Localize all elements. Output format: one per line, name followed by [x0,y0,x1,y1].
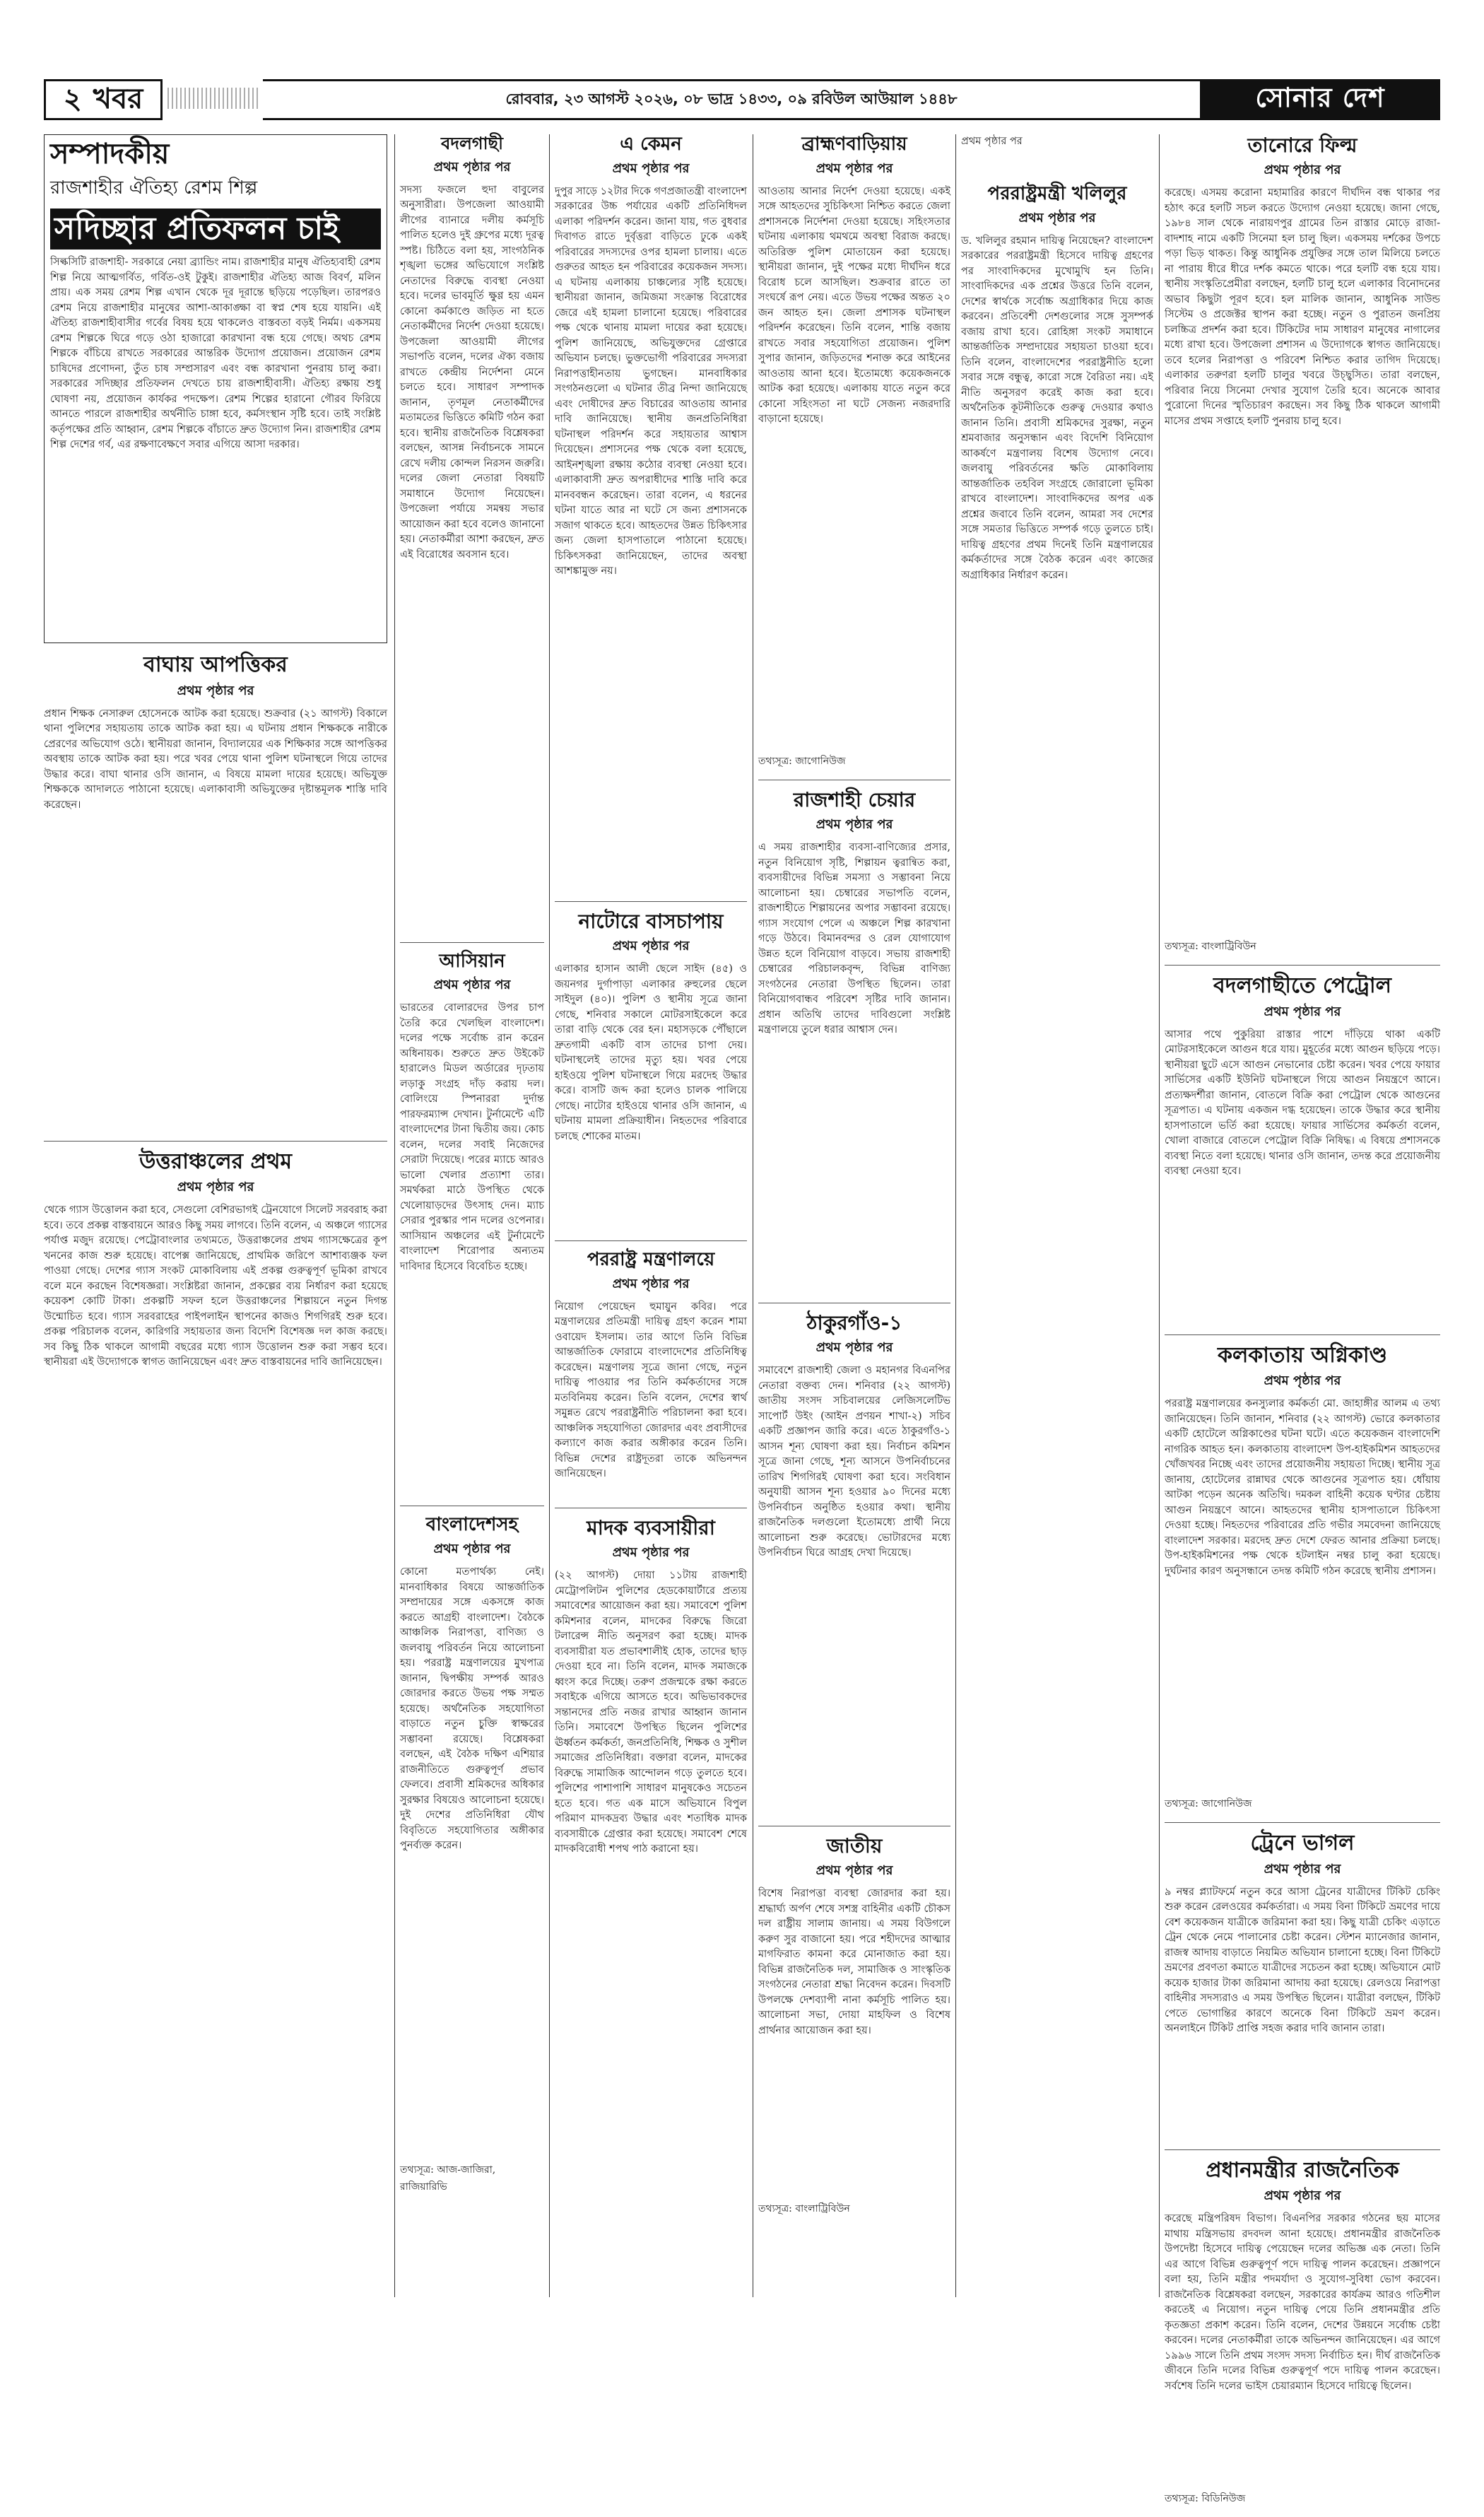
article-brahmanbaria [758,134,950,770]
headline: ঠাকুরগাঁও-১ [806,1311,902,1335]
article-drug [555,1517,747,2275]
continued-label: প্রথম পৃষ্ঠার পর [433,159,511,175]
article-body: (২২ আগস্ট) দোয়া ১১টায় রাজশাহী মেট্রোপলিটন পুলিশের হেডকোয়ার্টারে প্রত্যয় সমাবেশের আয়োজন করা হয়। সমাবেশে পুলিশ কমিশনার বলেন, মাদকের বিরুদ্ধে জিরো টলারেন্স নীতি অনুসরণ করা হচ্ছে। মাদক ব্যবসায়ীরা যত প্রভাবশালীই হোক, তাদের ছাড় দেওয়া হবে না। তিনি বলেন, মাদক সমাজকে ধ্বংস করে দিচ্ছে। তরুণ প্রজন্মকে রক্ষা করতে সবাইকে এগিয়ে আসতে হবে। অভিভাবকদের সন্তানদের প্রতি নজর রাখার আহ্বান জানান তিনি। সমাবেশে উপস্থিত ছিলেন পুলিশের ঊর্ধ্বতন কর্মকর্তা, জনপ্রতিনিধি, শিক্ষক ও সুশীল সমাজের প্রতিনিধিরা। বক্তারা বলেন, মাদকের বিরুদ্ধে সামাজিক আন্দোলন গড়ে তুলতে হবে। পুলিশের পাশাপাশি সাধারণ মানুষকেও সচেতন হতে হবে। গত এক মাসে অভিযানে বিপুল পরিমাণ মাদকদ্রব্য উদ্ধার এবং শতাধিক মাদক ব্যবসায়ীকে গ্রেপ্তার করা হয়েছে। সমাবেশ শেষে মাদকবিরোধী শপথ পাঠ করানো হয়। [555,1570,747,1855]
headline: এ কেমন [620,134,682,155]
article-khalilur-block [961,184,1153,2284]
continued-label: প্রথম পৃষ্ঠার পর [433,978,511,993]
article-body: সমাবেশে রাজশাহী জেলা ও মহানগর বিএনপির নেতারা বক্তব্য দেন। শনিবার (২২ আগস্ট) জাতীয় সংসদ সচিবালয়ের লেজিসলেটিভ সাপোর্ট উইং (আইন প্রণয়ন শাখা-২) সচিব একটি প্রজ্ঞাপন জারি করে। এতে ঠাকুরগাঁও-১ আসন শূন্য ঘোষণা করা হয়। নির্বাচন কমিশন সূত্রে জানা গেছে, শূন্য আসনে উপনির্বাচনের তারিখ শিগগিরই ঘোষণা করা হবে। সংবিধান অনুযায়ী আসন শূন্য হওয়ার ৯০ দিনের মধ্যে উপনির্বাচন অনুষ্ঠিত হওয়ার কথা। স্থানীয় রাজনৈতিক দলগুলো ইতোমধ্যে প্রার্থী নিয়ে আলোচনা শুরু করেছে। ভোটারদের মধ্যে উপনির্বাচন ঘিরে আগ্রহ দেখা দিয়েছে। [758,1365,950,1559]
article-body: এ সময় রাজশাহীর ব্যবসা-বাণিজ্যের প্রসার, নতুন বিনিয়োগ সৃষ্টি, শিল্পায়ন ত্বরান্বিত করা, ব্যবসায়ীদের বিভিন্ন সমস্যা ও সম্ভাবনা নিয়ে আলোচনা হয়। চেম্বারের সভাপতি বলেন, রাজশাহীতে শিল্পায়নের অপার সম্ভাবনা রয়েছে। গ্যাস সংযোগ পেলে এ অঞ্চলে শিল্প কারখানা গড়ে উঠবে। বিমানবন্দর ও রেল যোগাযোগ উন্নত হলে বিনিয়োগ বাড়বে। সভায় রাজশাহী চেম্বারের পরিচালকবৃন্দ, বিভিন্ন বাণিজ্য সংগঠনের নেতারা উপস্থিত ছিলেন। তারা বিনিয়োগবান্ধব পরিবেশ সৃষ্টির দাবি জানান। প্রধান অতিথি তাদের দাবিগুলো সংশ্লিষ্ট মন্ত্রণালয়ে তুলে ধরার আশ্বাস দেন। [758,842,950,1036]
column-5 [961,134,1153,187]
article-train [1165,1831,1440,2140]
article-bangladesh-sah [400,1515,544,2195]
source-credit: তথ্যসূত্র: জাগোনিউজ [1165,1798,1252,1810]
article-rajshahi-chair [758,789,950,1293]
editorial [44,134,387,643]
article-kolkata [1165,1344,1440,1813]
divider [1165,965,1440,966]
continued-label: প্রথম পৃষ্ঠার পর [1018,210,1096,225]
article-body: কোনো মতপার্থক্য নেই। মানবাধিকার বিষয়ে আন্তর্জাতিক সম্প্রদায়ের সঙ্গে একসঙ্গে কাজ করতে আগ্রহী বাংলাদেশ। বৈঠকে আঞ্চলিক নিরাপত্তা, বাণিজ্য ও জলবায়ু পরিবর্তন নিয়ে আলোচনা হয়। পররাষ্ট্র মন্ত্রণালয়ের মুখপাত্র জানান, দ্বিপক্ষীয় সম্পর্ক আরও জোরদার করতে উভয় পক্ষ সম্মত হয়েছে। অর্থনৈতিক সহযোগিতা বাড়াতে নতুন চুক্তি স্বাক্ষরের সম্ভাবনা রয়েছে। বিশ্লেষকরা বলছেন, এই বৈঠক দক্ষিণ এশিয়ার রাজনীতিতে গুরুত্বপূর্ণ প্রভাব ফেলবে। প্রবাসী শ্রমিকদের অধিকার সুরক্ষার বিষয়েও আলোচনা হয়েছে। দুই দেশের প্রতিনিধিরা যৌথ বিবৃতিতে সহযোগিতার অঙ্গীকার পুনর্ব্যক্ত করেন। [400,1566,544,1852]
continued-label: প্রথম পৃষ্ঠার পর [177,683,254,698]
section-name: খবর [93,82,143,115]
divider [400,942,544,943]
headline: রাজশাহী চেয়ার [793,787,916,811]
source-credit: তথ্যসূত্র: বিডিনিউজ [1165,2493,1246,2505]
headline: জাতীয় [826,1834,883,1858]
continued-label: প্রথম পৃষ্ঠার পর [612,939,690,954]
editorial-body: সিল্কসিটি রাজশাহী- সরকারে নেয়া ব্র্যান্ডিং নাম। রাজশাহীর মানুষ ঐতিহ্যবাহী রেশম শিল্প নিয়ে আত্মগর্বিত, গর্বিত-ওই টুকুই। রাজশাহীর ঐতিহ্য আজ বিবর্ণ, মলিন প্রায়। এক সময় রেশম শিল্প এখান থেকে দূর দূরান্তে ছড়িয়ে পড়েছিল। তারপরও রেশম নিয়ে রাজশাহীর মানুষের আশা-আকাঙ্ক্ষা বা স্বপ্ন শেষ হয়ে যায়নি। এই ঐতিহ্য রাজশাহীবাসীর গর্বের বিষয় হয়ে থাকলেও বাস্তবতা বড়ই নির্মম। একসময় রেশম শিল্পকে ঘিরে গড়ে ওঠা হাজারো কারখানা বন্ধ হয়ে গেছে। অথচ রেশম শিল্পকে বাঁচিয়ে রাখতে সরকারের আন্তরিক উদ্যোগ প্রয়োজন। প্রয়োজন রেশম চাষিদের প্রণোদনা, তুঁত চাষ সম্প্রসারণ এবং বন্ধ কারখানা পুনরায় চালু করা। সরকারের সদিচ্ছার প্রতিফলন দেখতে চায় রাজশাহীবাসী। ঐতিহ্য রক্ষায় শুধু ঘোষণা নয়, প্রয়োজন কার্যকর পদক্ষেপ। রেশম শিল্পের হারানো গৌরব ফিরিয়ে আনতে পারলে রাজশাহীর অর্থনীতি চাঙ্গা হবে, কর্মসংস্থান সৃষ্টি হবে। তাই সংশ্লিষ্ট কর্তৃপক্ষের প্রতি আহ্বান, রেশম শিল্পকে বাঁচাতে দ্রুত উদ্যোগ নিন। রাজশাহীর রেশম শিল্প দেশের গর্ব, এর রক্ষণাবেক্ষণে সবার এগিয়ে আসা দরকার। [50,257,381,450]
article-khalilur [961,134,1153,177]
headline: বদলগাছী [441,134,503,153]
article-body: প্রধান শিক্ষক নেসারুল হোসেনকে আটক করা হয়েছে। শুক্রবার (২১ আগস্ট) বিকালে থানা পুলিশের সহায়তায় তাকে আটক করা হয়। এ ঘটনায় প্রধান শিক্ষককে নারীকে প্রেরণের অভিযোগ ওঠে। স্থানীয়রা জানান, বিদ্যালয়ের এক শিক্ষিকার সঙ্গে আপত্তিকর অবস্থায় তাকে আটক করা হয়। পরে খবর পেয়ে থানা পুলিশ ঘটনাস্থলে গিয়ে তাদের উদ্ধার করে। বাঘা থানার ওসি জানান, এ বিষয়ে মামলা দায়ের হয়েছে। অভিযুক্ত শিক্ষককে আদালতে পাঠানো হয়েছে। এলাকাবাসী অভিযুক্তের দৃষ্টান্তমূলক শাস্তি দাবি করেছেন। [44,708,387,811]
continued-label: প্রথম পৃষ্ঠার পর [1264,1861,1341,1877]
article-body: ড. খলিলুর রহমান দায়িত্ব নিয়েছেন? বাংলাদেশ সরকারের পররাষ্ট্রমন্ত্রী হিসেবে দায়িত্ব গ্রহণের পর সাংবাদিকদের মুখোমুখি হন তিনি। সাংবাদিকদের এক প্রশ্নের উত্তরে তিনি বলেন, দেশের স্বার্থকে সর্বোচ্চ অগ্রাধিকার দিয়ে কাজ করবেন। প্রতিবেশী দেশগুলোর সঙ্গে সুসম্পর্ক বজায় রাখা হবে। রোহিঙ্গা সংকট সমাধানে আন্তর্জাতিক সম্প্রদায়ের সহায়তা চাওয়া হবে। তিনি বলেন, বাংলাদেশের পররাষ্ট্রনীতি হলো সবার সঙ্গে বন্ধুত্ব, কারো সঙ্গে বৈরিতা নয়। এই নীতি অনুসরণ করেই কাজ করা হবে। অর্থনৈতিক কূটনীতিকে গুরুত্ব দেওয়ার কথাও জানান তিনি। প্রবাসী শ্রমিকদের সুরক্ষা, নতুন শ্রমবাজার অনুসন্ধান এবং বিদেশি বিনিয়োগ আকর্ষণে মন্ত্রণালয় বিশেষ উদ্যোগ নেবে। জলবায়ু পরিবর্তনের ক্ষতি মোকাবিলায় আন্তর্জাতিক তহবিল সংগ্রহে জোরালো ভূমিকা রাখবে বাংলাদেশ। সাংবাদিকদের অপর এক প্রশ্নের জবাবে তিনি বলেন, আমরা সব দেশের সঙ্গে সমতার ভিত্তিতে সম্পর্ক গড়ে তুলতে চাই। দায়িত্ব গ্রহণের প্রথম দিনেই তিনি মন্ত্রণালয়ের কর্মকর্তাদের সঙ্গে বৈঠক করেন এবং কাজের অগ্রাধিকার নির্ধারণ করেন। [961,235,1153,581]
article-badalgachhi [400,134,544,932]
source-credit: তথ্যসূত্র: জাগোনিউজ [758,755,846,767]
article-body-continued: প্রথম পৃষ্ঠার পর [961,136,1023,147]
article-body: করেছে। এসময় করোনা মহামারির কারণে দীর্ঘদিন বন্ধ থাকার পর হঠাৎ করে হলটি সচল করতে উদ্যোগ নেওয়া হয়েছে। জানা গেছে, ১৯৮৪ সাল থেকে নারায়ণপুর গ্রামের তিন রাস্তার মোড়ে রাজা-বাদশাহ নামে একটি সিনেমা হল চালু ছিল। একসময় দর্শকের উপচে পড়া ভিড় থাকত। কিন্তু আধুনিক প্রযুক্তির সঙ্গে তাল মিলিয়ে চলতে না পারায় ধীরে ধীরে দর্শক কমতে থাকে। পরে হলটি বন্ধ হয়ে যায়। স্থানীয় সংস্কৃতিপ্রেমীরা বলছেন, হলটি চালু হলে এলাকার বিনোদনের অভাব কিছুটা পূরণ হবে। হল মালিক জানান, আধুনিক সাউন্ড সিস্টেম ও প্রজেক্টর স্থাপন করা হচ্ছে। নতুন ও পুরাতন জনপ্রিয় চলচ্চিত্র প্রদর্শন করা হবে। টিকিটের দাম সাধারণ মানুষের নাগালের মধ্যে রাখা হবে। উপজেলা প্রশাসন এ উদ্যোগকে স্বাগত জানিয়েছে। তবে হলের নিরাপত্তা ও পরিবেশ নিশ্চিত করার তাগিদ দিয়েছে। এলাকার তরুণরা হলটি চালুর খবরে উচ্ছ্বসিত। তারা বলছেন, পরিবার নিয়ে সিনেমা দেখার সুযোগ তৈরি হবে। অনেকে আবার পুরোনো দিনের স্মৃতিচারণ করছেন। সব কিছু ঠিক থাকলে আগামী মাসের প্রথম সপ্তাহে হলটি পুনরায় চালু হবে। [1165,187,1440,427]
article-body: থেকে গ্যাস উত্তোলন করা হবে, সেগুলো বেশিরভাগই ট্রেনযোগে সিলেট সরবরাহ করা হবে। তবে প্রকল্প বাস্তবায়নে আরও কিছু সময় লাগবে। তিনি বলেন, এ অঞ্চলে গ্যাসের পর্যাপ্ত মজুদ রয়েছে। পেট্রোবাংলার তথ্যমতে, উত্তরাঞ্চলের প্রথম গ্যাসক্ষেত্রের কূপ খননের কাজ শুরু হয়েছে। বাপেক্স জানিয়েছে, প্রাথমিক জরিপে আশাব্যঞ্জক ফল পাওয়া গেছে। দেশের গ্যাস সংকট মোকাবিলায় এই প্রকল্প গুরুত্বপূর্ণ ভূমিকা রাখবে বলে মনে করছেন বিশেষজ্ঞরা। সংশ্লিষ্টরা জানান, প্রকল্পের ব্যয় নির্ধারণ করা হয়েছে কয়েকশ কোটি টাকা। প্রকল্পটি সফল হলে উত্তরাঞ্চলের শিল্পায়নে নতুন দিগন্ত উন্মোচিত হবে। গ্যাস সরবরাহের পাইপলাইন স্থাপনের কাজও শিগগিরই শুরু হবে। প্রকল্প পরিচালক বলেন, কারিগরি সহায়তার জন্য বিদেশি বিশেষজ্ঞ দল কাজ করছে। সব কিছু ঠিক থাকলে আগামী বছরের মধ্যে গ্যাস উত্তোলন শুরু করা সম্ভব হবে। স্থানীয়রা এই উদ্যোগকে স্বাগত জানিয়েছেন এবং দ্রুত বাস্তবায়নের দাবি জানিয়েছেন। [44,1204,387,1368]
column-divider [1159,134,1160,2297]
headline: বাংলাদেশসহ [425,1514,519,1536]
column-1 [44,134,387,2238]
column-divider [955,134,956,2297]
continued-label: প্রথম পৃষ্ঠার পর [433,1542,511,1557]
continued-label: প্রথম পৃষ্ঠার পর [815,160,893,176]
article-body: নিয়োগ পেয়েছেন হুমায়ুন কবির। পরে মন্ত্রণালয়ের প্রতিমন্ত্রী দায়িত্ব গ্রহণ করেন শামা ওবায়েদ ইসলাম। তার আগে তিনি বিভিন্ন আন্তর্জাতিক ফোরামে বাংলাদেশের প্রতিনিধিত্ব করেছেন। মন্ত্রণালয় সূত্রে জানা গেছে, নতুন দায়িত্ব পাওয়ার পর তিনি কর্মকর্তাদের সঙ্গে মতবিনিময় করেন। তিনি বলেন, দেশের স্বার্থ সমুন্নত রেখে পররাষ্ট্রনীতি পরিচালনা করা হবে। আঞ্চলিক সহযোগিতা জোরদার এবং প্রবাসীদের কল্যাণে কাজ করার অঙ্গীকার করেন তিনি। বিভিন্ন দেশের রাষ্ট্রদূতরা তাকে অভিনন্দন জানিয়েছেন। [555,1301,747,1480]
article-uttaranchal [44,1150,387,2229]
article-asian [400,951,544,1496]
headline: বদলগাছীতে পেট্রোল [1213,973,1391,999]
headline: মাদক ব্যবসায়ীরা [587,1515,715,1539]
continued-label: প্রথম পৃষ্ঠার পর [612,160,690,176]
headline: আসিয়ান [439,950,505,972]
headline: ব্রাহ্মণবাড়িয়ায় [801,134,907,155]
continued-label: প্রথম পৃষ্ঠার পর [1264,163,1341,178]
article-body: সদস্য ফজলে হুদা বাবুলের অনুসারীরা। উপজেলা আওয়ামী লীগের ব্যানারে দলীয় কর্মসূচি পালিত হলেও দুই গ্রুপের মধ্যে দূরত্ব স্পষ্ট। চিঠিতে বলা হয়, সাংগঠনিক শৃঙ্খলা ভঙ্গের অভিযোগে সংশ্লিষ্ট নেতাদের বিরুদ্ধে ব্যবস্থা নেওয়া হবে। দলের ভাবমূর্তি ক্ষুণ্ণ হয় এমন কোনো কর্মকাণ্ডে জড়িত না হতে নেতাকর্মীদের নির্দেশ দেওয়া হয়েছে। উপজেলা আওয়ামী লীগের সভাপতি বলেন, দলের ঐক্য বজায় রাখতে কেন্দ্রীয় নির্দেশনা মেনে চলতে হবে। সাধারণ সম্পাদক জানান, তৃণমূল নেতাকর্মীদের মতামতের ভিত্তিতে কমিটি গঠন করা হবে। স্থানীয় রাজনৈতিক বিশ্লেষকরা বলছেন, আসন্ন নির্বাচনকে সামনে রেখে দলীয় কোন্দল নিরসন জরুরি। দলের জেলা নেতারা বিষয়টি সমাধানে উদ্যোগ নিয়েছেন। উপজেলা পর্যায়ে সমন্বয় সভার আয়োজন করা হবে বলেও জানানো হয়। নেতাকর্মীরা আশা করছেন, দ্রুত এই বিরোধের অবসান হবে। [400,184,544,561]
column-divider [549,134,550,2297]
article-petrol [1165,974,1440,1325]
column-6 [1165,134,1440,2517]
column-2 [400,134,544,2205]
article-body: ৯ নম্বর প্ল্যাটফর্মে নতুন করে আসা ট্রেনের যাত্রীদের টিকিট চেকিং শুরু করেন রেলওয়ের কর্মকর্তারা। এ সময় বিনা টিকিটে ভ্রমণের দায়ে বেশ কয়েকজন যাত্রীকে জরিমানা করা হয়। কিছু যাত্রী চেকিং এড়াতে ট্রেন থেকে নেমে পালানোর চেষ্টা করেন। স্টেশন ম্যানেজার জানান, রাজস্ব আদায় বাড়াতে নিয়মিত অভিযান চালানো হচ্ছে। বিনা টিকিটে ভ্রমণের প্রবণতা কমাতে যাত্রীদের সচেতন করা হচ্ছে। অভিযানে মোট কয়েক হাজার টাকা জরিমানা আদায় করা হয়েছে। রেলওয়ে নিরাপত্তা বাহিনীর সদস্যরাও এ সময় উপস্থিত ছিলেন। যাত্রীরা বলছেন, টিকিট পেতে ভোগান্তির কারণে অনেকে বিনা টিকিটে ভ্রমণ করেন। অনলাইনে টিকিট প্রাপ্তি সহজ করার দাবি জানান তারা। [1165,1886,1440,2035]
headline: উত্তরাঞ্চলের প্রথম [139,1149,293,1174]
article-body: করেছে মন্ত্রিপরিষদ বিভাগ। বিএনপির সরকার গঠনের ছয় মাসের মাথায় মন্ত্রিসভায় রদবদল আনা হয়েছে। প্রধানমন্ত্রীর রাজনৈতিক উপদেষ্টা হিসেবে দায়িত্ব পেয়েছেন দলের অভিজ্ঞ এক নেতা। তিনি এর আগে বিভিন্ন গুরুত্বপূর্ণ পদে দায়িত্ব পালন করেছেন। প্রজ্ঞাপনে বলা হয়, তিনি মন্ত্রীর পদমর্যাদা ও সুযোগ-সুবিধা ভোগ করবেন। রাজনৈতিক বিশ্লেষকরা বলছেন, সরকারের কার্যক্রম আরও গতিশীল করতেই এ নিয়োগ। নতুন দায়িত্ব পেয়ে তিনি প্রধানমন্ত্রীর প্রতি কৃতজ্ঞতা প্রকাশ করেন। তিনি বলেন, দেশের উন্নয়নে সর্বোচ্চ চেষ্টা করবেন। দলের নেতাকর্মীরা তাকে অভিনন্দন জানিয়েছেন। এর আগে ১৯৯৬ সালে তিনি প্রথম সংসদ সদস্য নির্বাচিত হন। দীর্ঘ রাজনৈতিক জীবনে তিনি দলের বিভিন্ন গুরুত্বপূর্ণ পদে দায়িত্ব পালন করেছেন। সর্বশেষ তিনি দলের ভাইস চেয়ারম্যান হিসেবে দায়িত্বে ছিলেন। [1165,2213,1440,2392]
continued-label: প্রথম পৃষ্ঠার পর [1264,2188,1341,2204]
editorial-label: সম্পাদকীয় [50,138,170,170]
source-credit: তথ্যসূত্র: বাংলাট্রিবিউন [758,2203,850,2215]
article-natore [555,910,747,1231]
headline: প্রধানমন্ত্রীর রাজনৈতিক [1206,2157,1399,2183]
continued-label: প্রথম পৃষ্ঠার পর [177,1180,254,1195]
editorial-subtitle: রাজশাহীর ঐতিহ্য রেশম শিল্প [50,177,258,199]
page-header [44,79,1440,123]
continued-label: প্রথম পৃষ্ঠার পর [815,817,893,833]
article-foreign-ministry [555,1250,747,1498]
column-3 [555,134,747,2285]
headline: পররাষ্ট্র মন্ত্রণালয়ে [587,1249,715,1271]
continued-label: প্রথম পৃষ্ঠার পর [612,1276,690,1291]
article-pm-political [1165,2159,1440,2508]
column-4 [758,134,950,2227]
continued-label: প্রথম পৃষ্ঠার পর [815,1340,893,1356]
article-body: ভারতের বোলারদের উপর চাপ তৈরি করে খেলছিল বাংলাদেশ। দলের পক্ষে সর্বোচ্চ রান করেন অধিনায়ক। শুরুতে দ্রুত উইকেট হারালেও মিডল অর্ডারের দৃঢ়তায় লড়াকু সংগ্রহ দাঁড় করায় দল। বোলিংয়ে স্পিনাররা দুর্দান্ত পারফরম্যান্স দেখান। টুর্নামেন্টে এটি বাংলাদেশের টানা দ্বিতীয় জয়। কোচ বলেন, দলের সবাই নিজেদের সেরাটা দিয়েছে। পরের ম্যাচে আরও ভালো খেলার প্রত্যাশা তার। সমর্থকরা মাঠে উপস্থিত থেকে খেলোয়াড়দের উৎসাহ দেন। ম্যাচ সেরার পুরস্কার পান দলের ওপেনার। আসিয়ান অঞ্চলের এই টুর্নামেন্টে বাংলাদেশ শিরোপার অন্যতম দাবিদার হিসেবে বিবেচিত হচ্ছে। [400,1002,544,1272]
article-ekemon [555,134,747,891]
article-body: বিশেষ নিরাপত্তা ব্যবস্থা জোরদার করা হয়। শ্রদ্ধার্ঘ্য অর্পণ শেষে সশস্ত্র বাহিনীর একটি চৌকস দল রাষ্ট্রীয় সালাম জানায়। এ সময় বিউগলে করুণ সুর বাজানো হয়। পরে শহীদদের আত্মার মাগফিরাত কামনা করে মোনাজাত করা হয়। বিভিন্ন রাজনৈতিক দল, সামাজিক ও সাংস্কৃতিক সংগঠনের নেতারা শ্রদ্ধা নিবেদন করেন। দিবসটি উপলক্ষে দেশব্যাপী নানা কর্মসূচি পালিত হয়। আলোচনা সভা, দোয়া মাহফিল ও বিশেষ প্রার্থনার আয়োজন করা হয়। [758,1888,950,2036]
divider [44,1141,387,1142]
article-thakurgaon [758,1312,950,1816]
header-rule [167,88,259,109]
headline: তানোরে ফিল্ম [1247,134,1358,157]
article-body: এলাকার হাসান আলী ছেলে সাইদ (৪৫) ও জয়নগর দুর্গাপাড়া এলাকার রুহুলের ছেলে সাইদুল (৪০)। পুলিশ ও স্থানীয় সূত্রে জানা গেছে, শনিবার সকালে মোটরসাইকেলে করে তারা বাড়ি থেকে বের হন। মহাসড়কে পৌঁছালে দ্রুতগামী একটি বাস তাদের চাপা দেয়। ঘটনাস্থলেই তাদের মৃত্যু হয়। খবর পেয়ে হাইওয়ে পুলিশ ঘটনাস্থলে গিয়ে মরদেহ উদ্ধার করে। বাসটি জব্দ করা হলেও চালক পালিয়ে গেছে। নাটোর হাইওয়ে থানার ওসি জানান, এ ঘটনায় মামলা প্রক্রিয়াধীন। নিহতদের পরিবারে চলছে শোকের মাতম। [555,963,747,1142]
divider [1165,2149,1440,2150]
divider [1165,1822,1440,1823]
source-credit: তথ্যসূত্র: বাংলাট্রিবিউন [1165,941,1256,953]
newspaper-logo: সোনার দেশ [1200,79,1440,120]
article-body: দুপুর সাড়ে ১২টার দিকে গণপ্রজাতন্ত্রী বাংলাদেশ সরকারের উচ্চ পর্যায়ের একটি প্রতিনিধিদল এলাকা পরিদর্শন করেন। জানা যায়, গত বুধবার দিবাগত রাতে দুর্বৃত্তরা বাড়িতে ঢুকে একই পরিবারের সদস্যদের ওপর হামলা চালায়। এতে গুরুতর আহত হন পরিবারের কয়েকজন সদস্য। এ ঘটনায় এলাকায় চাঞ্চল্যের সৃষ্টি হয়েছে। স্থানীয়রা জানান, জমিজমা সংক্রান্ত বিরোধের জেরে এই হামলা চালানো হয়েছে। পরিবারের পক্ষ থেকে থানায় মামলা দায়ের করা হয়েছে। পুলিশ জানিয়েছে, অভিযুক্তদের গ্রেপ্তারে অভিযান চলছে। ভুক্তভোগী পরিবারের সদস্যরা নিরাপত্তাহীনতায় ভুগছেন। মানবাধিকার সংগঠনগুলো এ ঘটনার তীব্র নিন্দা জানিয়েছে এবং দোষীদের দ্রুত বিচারের আওতায় আনার দাবি জানিয়েছে। স্থানীয় জনপ্রতিনিধিরা ঘটনাস্থল পরিদর্শন করে সহায়তার আশ্বাস দিয়েছেন। প্রশাসনের পক্ষ থেকে বলা হয়েছে, আইনশৃঙ্খলা রক্ষায় কঠোর ব্যবস্থা নেওয়া হবে। এলাকাবাসী দ্রুত অপরাধীদের শাস্তি দাবি করে মানববন্ধন করেছেন। তারা বলেন, এ ধরনের ঘটনা যাতে আর না ঘটে সে জন্য প্রশাসনকে সজাগ থাকতে হবে। আহতদের উন্নত চিকিৎসার জন্য জেলা হাসপাতালে পাঠানো হয়েছে। চিকিৎসকরা জানিয়েছেন, তাদের অবস্থা আশঙ্কামুক্ত নয়। [555,185,748,577]
headline: বাঘায় আপত্তিকর [143,652,288,677]
headline: ট্রেনে ভাগল [1250,1831,1355,1856]
continued-label: প্রথম পৃষ্ঠার পর [612,1545,690,1561]
page-number-box [44,79,163,120]
headline: কলকাতায় অগ্নিকাণ্ড [1217,1342,1388,1368]
divider [555,901,747,902]
article-body: আসার পথে পুকুরিয়া রাস্তার পাশে দাঁড়িয়ে থাকা একটি মোটরসাইকেলে আগুন ধরে যায়। মুহূর্তের মধ্যে আগুন ছড়িয়ে পড়ে। স্থানীয়রা ছুটে এসে আগুন নেভানোর চেষ্টা করেন। খবর পেয়ে ফায়ার সার্ভিসের একটি ইউনিট ঘটনাস্থলে গিয়ে আগুন নিয়ন্ত্রণে আনে। প্রত্যক্ষদর্শীরা জানান, বোতলে বিক্রি করা পেট্রোল থেকে আগুনের সূত্রপাত। এ ঘটনায় একজন দগ্ধ হয়েছেন। তাকে উদ্ধার করে স্থানীয় হাসপাতালে ভর্তি করা হয়েছে। ফায়ার সার্ভিসের কর্মকর্তা বলেন, খোলা বাজারে বোতলে পেট্রোল বিক্রি নিষিদ্ধ। এ বিষয়ে প্রশাসনকে ব্যবস্থা নিতে বলা হয়েছে। থানার ওসি জানান, তদন্ত করে প্রয়োজনীয় ব্যবস্থা নেওয়া হবে। [1165,1028,1440,1178]
article-body: আওতায় আনার নির্দেশ দেওয়া হয়েছে। একই সঙ্গে আহতদের সুচিকিৎসা নিশ্চিত করতে জেলা প্রশাসনকে নির্দেশনা দেওয়া হয়েছে। সহিংসতার ঘটনায় এলাকায় থমথমে অবস্থা বিরাজ করছে। অতিরিক্ত পুলিশ মোতায়েন করা হয়েছে। স্থানীয়রা জানান, দুই পক্ষের মধ্যে দীর্ঘদিন ধরে বিরোধ চলে আসছিল। শুক্রবার রাতে তা সংঘর্ষে রূপ নেয়। এতে উভয় পক্ষের অন্তত ২০ জন আহত হন। জেলা প্রশাসক ঘটনাস্থল পরিদর্শন করেছেন। তিনি বলেন, শান্তি বজায় রাখতে সবার সহযোগিতা প্রয়োজন। পুলিশ সুপার জানান, জড়িতদের শনাক্ত করে আইনের আওতায় আনা হবে। ইতোমধ্যে কয়েকজনকে আটক করা হয়েছে। এলাকায় যাতে নতুন করে কোনো সহিংসতা না ঘটে সেজন্য নজরদারি বাড়ানো হয়েছে। [758,185,950,426]
article-body: পররাষ্ট্র মন্ত্রণালয়ের কনস্যুলার কর্মকর্তা মো. জাহাঙ্গীর আলম এ তথ্য জানিয়েছেন। তিনি জানান, শনিবার (২২ আগস্ট) ভোরে কলকাতার একটি হোটেলে অগ্নিকাণ্ডের ঘটনা ঘটে। এতে কয়েকজন বাংলাদেশি নাগরিক আহত হন। কলকাতায় বাংলাদেশ উপ-হাইকমিশন আহতদের খোঁজখবর নিচ্ছে এবং তাদের প্রয়োজনীয় সহায়তা দিচ্ছে। স্থানীয় সূত্র জানায়, হোটেলের রান্নাঘর থেকে আগুনের সূত্রপাত হয়। ধোঁয়ায় আটকা পড়েন অনেক অতিথি। দমকল বাহিনী কয়েক ঘণ্টার চেষ্টায় আগুন নিয়ন্ত্রণে আনে। আহতদের স্থানীয় হাসপাতালে চিকিৎসা দেওয়া হচ্ছে। নিহতদের পরিবারের প্রতি গভীর সমবেদনা জানিয়েছে বাংলাদেশ সরকার। মরদেহ দ্রুত দেশে ফেরত আনার প্রক্রিয়া চলছে। উপ-হাইকমিশনের পক্ষ থেকে হটলাইন নম্বর চালু করা হয়েছে। দুর্ঘটনার কারণ অনুসন্ধানে তদন্ত কমিটি গঠন করেছে স্থানীয় প্রশাসন। [1165,1398,1440,1577]
headline: নাটোরে বাসচাপায় [578,909,724,933]
divider [555,1240,747,1241]
source-credit: তথ্যসূত্র: আজ-জাজিরা, রাজিয়ারিভি [400,2164,496,2193]
article-tanore [1165,134,1440,955]
article-bagha [44,653,387,1131]
article-national [758,1835,950,2217]
continued-label: প্রথম পৃষ্ঠার পর [1264,1373,1341,1389]
dateline: রোববার, ২৩ আগস্ট ২০২৬, ০৮ ভাদ্র ১৪৩৩, ০৯ রবিউল আউয়াল ১৪৪৮ [263,79,1200,120]
column-divider [394,134,395,2297]
headline: পররাষ্ট্রমন্ত্রী খলিলুর [987,183,1127,204]
page-number: ২ [63,82,82,115]
continued-label: প্রথম পৃষ্ঠার পর [1264,1004,1341,1019]
divider [1165,1334,1440,1335]
editorial-title: সদিচ্ছার প্রতিফলন চাই [50,209,381,250]
continued-label: প্রথম পৃষ্ঠার পর [815,1863,893,1879]
